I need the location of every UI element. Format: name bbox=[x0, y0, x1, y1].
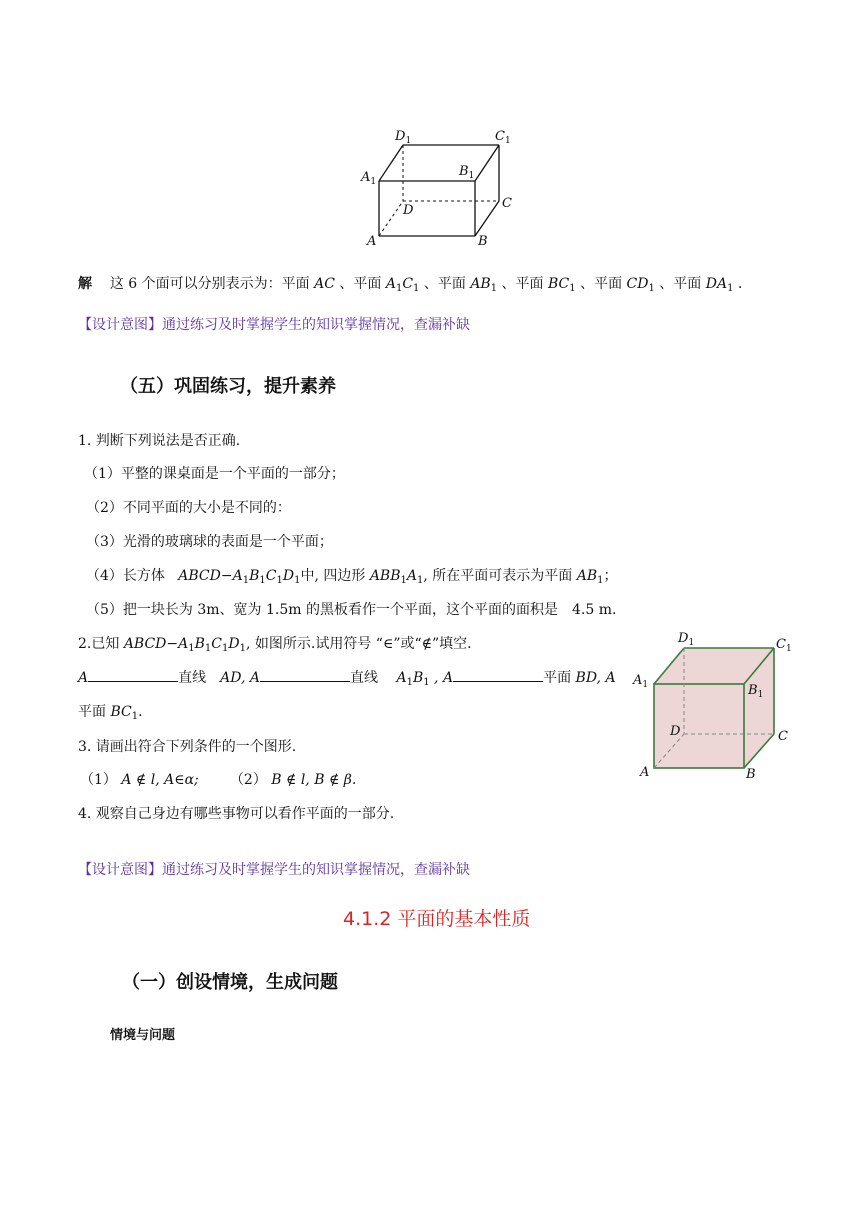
solution-lead: 解 bbox=[78, 276, 92, 292]
q2-fill-line: A 直线 AD, A 直线 $A_1B_1$ , A 平面 BD, A bbox=[78, 670, 616, 688]
q1-item-4: （4）长方体 $ABCD-A_1B_1C_1D_1$中, 四边形 $ABB_1A_1$, 所在平面可表示为平面 $AB_1$； bbox=[86, 568, 618, 586]
label-d: D bbox=[403, 203, 414, 218]
cube-label-b: B bbox=[746, 767, 756, 782]
cube-label-b1: $B_1$ bbox=[748, 683, 764, 700]
label-a1: $A_1$ bbox=[361, 170, 377, 187]
label-d1: $D_1$ bbox=[395, 129, 412, 146]
blank-3[interactable] bbox=[453, 669, 543, 682]
cube-figure bbox=[630, 628, 800, 783]
solution-line: 解 这 6 个面可以分别表示为：平面 AC 、平面 $A_1C_1$ 、平面 $AB_1$ 、平面 $BC_1$ 、平面 $CD_1$ 、平面 $DA_1$ . bbox=[78, 276, 743, 294]
cube-label-a: A bbox=[640, 765, 650, 780]
label-c1: $C_1$ bbox=[495, 129, 511, 146]
box-figure bbox=[355, 125, 525, 250]
situation-label: 情境与问题 bbox=[110, 1028, 176, 1043]
cube-label-d: D bbox=[670, 724, 681, 739]
q1-item-5: （5）把一块长为 3m、宽为 1.5m 的黑板看作一个平面，这个平面的面积是 4.5 m. bbox=[86, 602, 617, 618]
section-heading-1: （一）创设情境，生成问题 bbox=[122, 972, 338, 993]
cube-label-c1: $C_1$ bbox=[776, 637, 792, 654]
blank-1[interactable] bbox=[88, 669, 178, 682]
q1-item-3: （3）光滑的玻璃球的表面是一个平面； bbox=[86, 534, 333, 550]
section-heading-412: 4.1.2 平面的基本性质 bbox=[343, 908, 531, 930]
q4: 4. 观察自己身边有哪些事物可以看作平面的一部分. bbox=[78, 806, 395, 822]
q1-item-2: （2）不同平面的大小是不同的： bbox=[86, 500, 291, 516]
q1-item-1: （1）平整的课桌面是一个平面的一部分； bbox=[84, 466, 345, 482]
label-a: A bbox=[367, 234, 377, 249]
q1-head: 1. 判断下列说法是否正确. bbox=[78, 433, 241, 449]
label-b: B bbox=[478, 234, 488, 249]
cube-label-c: C bbox=[778, 729, 788, 744]
label-c: C bbox=[502, 196, 512, 211]
design-intent-2: 【设计意图】通过练习及时掌握学生的知识掌握情况，查漏补缺 bbox=[78, 862, 470, 878]
q3-items: （1） A ∉ l, A∈α; （2） B ∉ l, B ∉ β. bbox=[80, 772, 357, 788]
cube-label-d1: $D_1$ bbox=[678, 631, 695, 648]
q2-fill-line-2: 平面 $BC_1$. bbox=[78, 704, 143, 722]
section-heading-5: （五）巩固练习，提升素养 bbox=[120, 376, 336, 397]
label-b1: $B_1$ bbox=[459, 164, 475, 181]
blank-2[interactable] bbox=[260, 669, 350, 682]
cube-label-a1: $A_1$ bbox=[633, 673, 649, 690]
q3-head: 3. 请画出符合下列条件的一个图形. bbox=[78, 739, 297, 755]
design-intent-1: 【设计意图】通过练习及时掌握学生的知识掌握情况，查漏补缺 bbox=[78, 317, 470, 333]
q2-head: 2.已知 $ABCD-A_1B_1C_1D_1$, 如图所示.试用符号 “∈”或“∉”填空. bbox=[78, 636, 472, 654]
